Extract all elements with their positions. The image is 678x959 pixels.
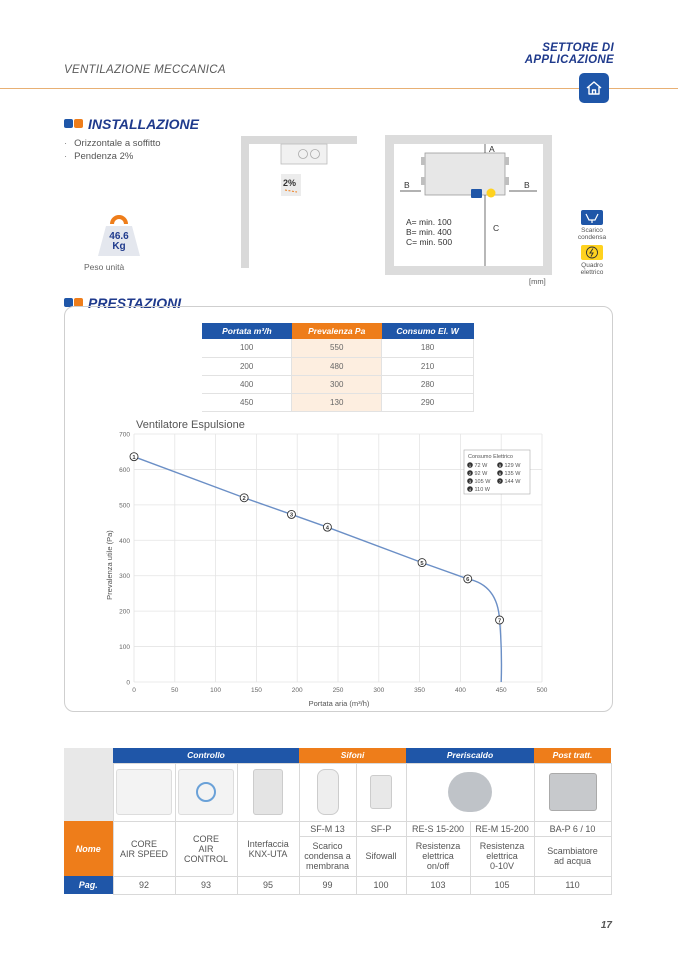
point-label: 6: [466, 577, 470, 584]
product-desc: Interfaccia: [247, 838, 289, 849]
curve-point-1: [130, 453, 138, 461]
dim-value: C= min. 500: [406, 237, 453, 247]
row-label-pag: Pag.: [64, 876, 113, 894]
weight-label: Peso unità: [84, 262, 125, 272]
category-sifoni: Sifoni: [299, 748, 406, 763]
legend-value: 110 W: [474, 487, 490, 493]
x-tick-label: 0: [132, 687, 136, 694]
dim-label-b-left: B: [404, 180, 410, 190]
corner-cell: [64, 748, 113, 821]
table-cell: 290: [382, 393, 474, 411]
section-mark-icon: [64, 119, 84, 129]
product-image-cell: [534, 763, 611, 821]
legend-number: 3: [468, 478, 472, 484]
table-cell: 280: [382, 375, 474, 393]
x-tick-label: 500: [536, 687, 548, 694]
product-image-cell: [237, 763, 299, 821]
row-label-nome: Nome: [64, 821, 113, 876]
duct-heater-image: [448, 772, 492, 812]
page-ref: 92: [113, 876, 175, 894]
unit-label: [mm]: [529, 277, 546, 286]
product-desc: CORE: [130, 838, 157, 849]
product-code: SF-M 13: [299, 821, 356, 836]
product-name-cell: [175, 821, 237, 876]
product-name-cell: [356, 836, 406, 876]
weight-unit: Kg: [112, 241, 126, 252]
x-tick-label: 250: [332, 687, 344, 694]
y-tick-label: 200: [119, 608, 130, 616]
dim-value: B= min. 400: [406, 227, 452, 237]
product-desc: CORE: [192, 833, 219, 844]
curve-point-2: [240, 494, 248, 502]
product-desc: AIR CONTROL: [183, 843, 228, 864]
table-row: [202, 393, 474, 411]
product-desc: condensa a: [304, 851, 351, 861]
chart-ylabel: Prevalenza utile (Pa): [105, 530, 114, 600]
table-cell: 300: [292, 375, 382, 393]
point-label: 3: [289, 512, 294, 519]
table-cell: 550: [292, 339, 382, 357]
product-name-cell: [299, 836, 356, 876]
legend-number: 1: [468, 462, 472, 468]
product-name-cell: [113, 821, 175, 876]
curve-point-4: [323, 523, 331, 531]
installazione-heading: [64, 116, 199, 132]
table-cell: 480: [292, 357, 382, 375]
product-desc: Sifowall: [365, 851, 397, 861]
condensate-drain-icon: [581, 210, 603, 225]
legend-number: 4: [468, 486, 472, 492]
membrane-siphon-image: [317, 769, 339, 815]
dim-label-c: C: [493, 223, 500, 233]
clearance-drawing: [385, 135, 553, 276]
legend-electric: [570, 245, 614, 276]
table-cell: 200: [202, 357, 292, 375]
curve-point-5: [418, 559, 426, 567]
section-name: VENTILAZIONE MECCANICA: [64, 64, 226, 76]
page-ref: 99: [299, 876, 356, 894]
legend-value: 135 W: [504, 471, 521, 477]
x-tick-label: 100: [210, 687, 222, 694]
chart-legend: [464, 450, 530, 494]
core-air-control-image: [178, 769, 234, 815]
product-desc: ad acqua: [553, 856, 592, 866]
table-cell: 210: [382, 357, 474, 375]
bullet-item: · Orizzontale a soffitto: [64, 138, 161, 151]
dimension-values: [406, 217, 452, 247]
core-air-speed-image: [116, 769, 172, 815]
dim-label-a: A: [489, 144, 495, 154]
legend-number: 2: [468, 470, 472, 476]
page-number: 17: [600, 920, 612, 931]
legend-value: 129 W: [504, 463, 521, 469]
home-icon: [585, 79, 603, 97]
chart-title: Ventilatore Espulsione: [136, 419, 245, 431]
legend-number: 6: [498, 470, 502, 476]
performance-table: [202, 323, 474, 412]
table-cell: 130: [292, 393, 382, 411]
page-ref: 103: [406, 876, 470, 894]
water-coil-image: [549, 773, 597, 811]
page-ref: 110: [534, 876, 611, 894]
col-header: Portata m³/h: [202, 323, 292, 339]
product-code: BA-P 6 / 10: [534, 821, 611, 836]
curve-point-6: [464, 575, 472, 583]
product-code: RE-M 15-200: [470, 821, 534, 836]
electric-panel-icon: [581, 245, 603, 260]
y-tick-label: 700: [119, 431, 130, 439]
x-tick-label: 300: [373, 687, 385, 694]
table-row: [202, 339, 474, 357]
product-name-cell: [534, 836, 611, 876]
y-tick-label: 300: [119, 573, 130, 581]
product-desc: elettrica: [422, 851, 454, 861]
legend-number: 5: [498, 462, 502, 468]
product-desc: KNX-UTA: [248, 848, 288, 859]
header-divider: [0, 88, 678, 89]
product-desc: Scarico: [312, 841, 343, 851]
legend-label: Scarico: [581, 227, 603, 234]
product-desc: Resistenza: [415, 841, 461, 851]
point-label: 4: [325, 525, 330, 532]
x-tick-label: 350: [414, 687, 426, 694]
weight-value: 46.6: [109, 231, 129, 242]
ceiling-mount-drawing: [241, 136, 359, 270]
legend-title: Consumo Elettrico: [468, 454, 513, 460]
legend-condensate: [570, 210, 614, 241]
page-ref: 100: [356, 876, 406, 894]
y-tick-label: 500: [119, 502, 130, 510]
product-image-cell: [175, 763, 237, 821]
curve-point-7: [496, 616, 504, 624]
sifowall-image: [370, 775, 392, 809]
legend-value: 144 W: [504, 479, 521, 485]
table-cell: 400: [202, 375, 292, 393]
chart-xlabel: Portata aria (m³/h): [308, 699, 370, 708]
installazione-title: INSTALLAZIONE: [88, 116, 199, 132]
knx-interface-image: [253, 769, 283, 815]
point-label: 7: [497, 618, 502, 625]
installation-bullets: [64, 138, 161, 163]
legend-value: 72 W: [474, 463, 488, 469]
product-image-cell: [113, 763, 175, 821]
sector-title-line1: SETTORE DI: [542, 42, 614, 54]
category-preriscaldo: Preriscaldo: [406, 748, 534, 763]
legend-value: 92 W: [474, 471, 488, 477]
legend-value: 105 W: [474, 479, 491, 485]
category-controllo: Controllo: [113, 748, 299, 763]
y-tick-label: 600: [119, 466, 130, 474]
product-image-cell: [356, 763, 406, 821]
legend-number: 7: [498, 478, 502, 484]
product-desc: Scambiatore: [547, 846, 598, 856]
fan-curve-chart: [90, 410, 560, 710]
prestazioni-title: PRESTAZIONI: [88, 295, 182, 311]
sector-title: [525, 42, 614, 66]
x-tick-label: 150: [250, 687, 262, 694]
category-post-trattamento: Post tratt.: [534, 748, 611, 763]
product-name-cell: [237, 821, 299, 876]
page-ref: 95: [237, 876, 299, 894]
product-desc: on/off: [426, 861, 450, 871]
product-code: RE-S 15-200: [406, 821, 470, 836]
legend-label: elettrico: [580, 269, 604, 276]
chart-markers: [130, 453, 504, 625]
curve-point-3: [287, 510, 295, 518]
y-tick-label: 0: [126, 679, 130, 687]
x-tick-label: 450: [495, 687, 507, 694]
table-cell: 180: [382, 339, 474, 357]
product-image-cell: [299, 763, 356, 821]
legend-label: condensa: [577, 234, 607, 241]
product-image-cell: [406, 763, 534, 821]
page-ref: 105: [470, 876, 534, 894]
x-tick-label: 50: [171, 687, 179, 694]
table-cell: 100: [202, 339, 292, 357]
sector-title-line2: APPLICAZIONE: [524, 54, 614, 66]
col-header: Consumo El. W: [382, 323, 474, 339]
dim-label-b-right: B: [524, 180, 530, 190]
y-tick-label: 400: [119, 537, 130, 545]
table-row: [202, 375, 474, 393]
point-label: 2: [242, 496, 246, 503]
dim-value: A= min. 100: [406, 217, 452, 227]
page-ref: 93: [175, 876, 237, 894]
product-desc: elettrica: [486, 851, 518, 861]
x-tick-label: 200: [291, 687, 303, 694]
weight-icon: [96, 210, 142, 260]
table-cell: 450: [202, 393, 292, 411]
home-button[interactable]: [579, 73, 609, 103]
legend-label: Quadro: [581, 262, 603, 269]
table-row: [202, 357, 474, 375]
product-desc: AIR SPEED: [119, 848, 168, 859]
y-tick-label: 100: [119, 644, 130, 652]
col-header: Prevalenza Pa: [292, 323, 382, 339]
point-label: 5: [420, 560, 424, 567]
product-code: SF-P: [356, 821, 406, 836]
x-tick-label: 400: [454, 687, 466, 694]
point-label: 1: [132, 454, 136, 461]
accessories-table: [64, 748, 612, 895]
product-desc: 0-10V: [490, 861, 515, 871]
slope-badge: 2%: [283, 178, 297, 188]
product-name-cell: [406, 836, 470, 876]
bullet-item: · Pendenza 2%: [64, 151, 161, 164]
product-desc: membrana: [305, 861, 350, 871]
product-desc: Resistenza: [479, 841, 525, 851]
product-name-cell: [470, 836, 534, 876]
